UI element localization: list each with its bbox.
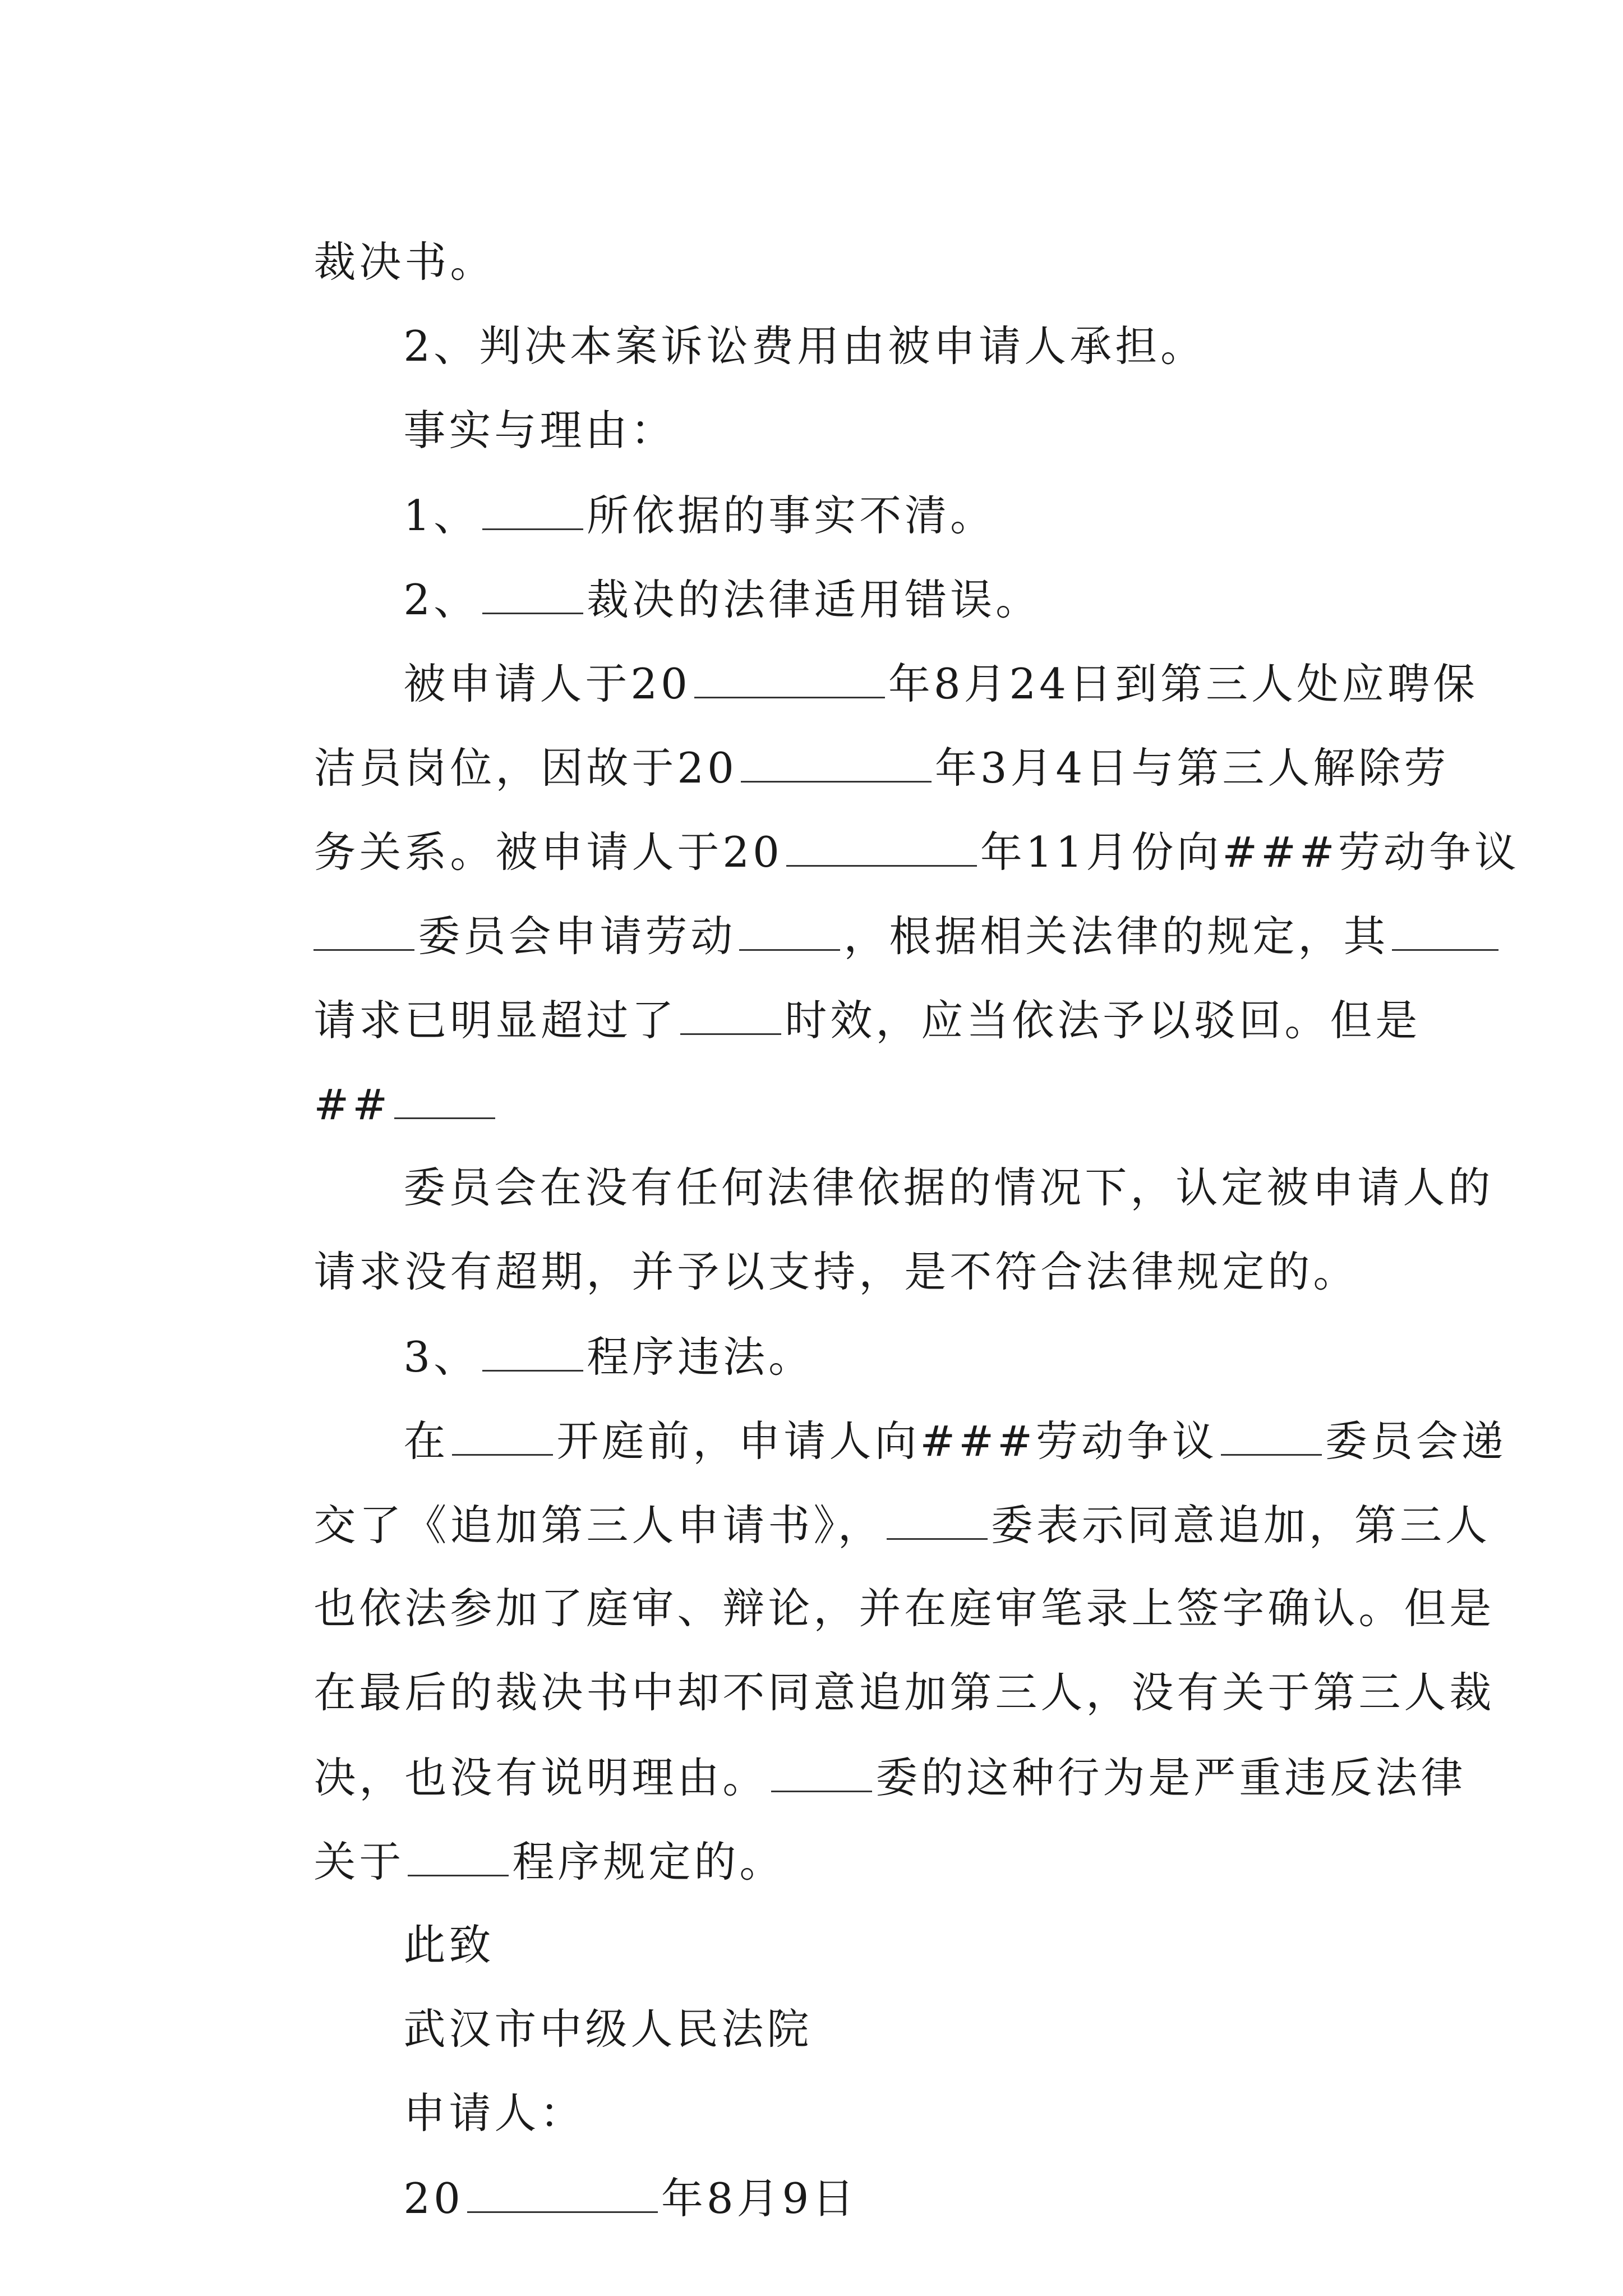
text: 委员会在没有任何法律依据的情况下，认定被申请人的	[403, 1163, 1494, 1212]
text: 年8月24日到第三人处应聘保	[888, 659, 1478, 708]
blank-underline	[482, 1335, 583, 1372]
text: 3、	[403, 1332, 479, 1382]
text: 1、	[403, 491, 479, 540]
text: 洁员岗位，因故于20	[313, 743, 737, 793]
text: 请求没有超期，并予以支持，是不符合法律规定的。	[313, 1247, 1359, 1296]
blank-underline	[467, 2177, 658, 2213]
blank-underline	[482, 494, 583, 530]
text: 关于	[313, 1837, 405, 1887]
text-line	[247, 1798, 785, 1925]
blank-underline	[771, 1756, 872, 1792]
blank-underline	[887, 1503, 988, 1540]
text: 年8月9日	[661, 2174, 858, 2223]
blank-underline	[482, 578, 583, 614]
text: 事实与理由：	[403, 406, 676, 455]
text: 年11月份向###劳动争议	[980, 827, 1520, 877]
blank-underline	[408, 1840, 509, 1876]
blank-underline	[1221, 1419, 1322, 1456]
text: 交了《追加第三人申请书》，	[313, 1501, 883, 1550]
blank-underline	[694, 662, 885, 698]
text: 所依据的事实不清。	[587, 491, 996, 540]
text: 委员会申请劳动	[418, 912, 736, 961]
text: 也依法参加了庭审、辩论，并在庭审笔录上签字确认。但是	[313, 1584, 1495, 1633]
text: 2、判决本案诉讼费用由被申请人承担。	[403, 321, 1206, 371]
blank-underline	[394, 1083, 495, 1119]
text: 裁决书。	[313, 237, 496, 287]
text: 在	[403, 1416, 449, 1466]
text: ，根据相关法律的规定，其	[843, 912, 1389, 961]
text: 裁决的法律适用错误。	[587, 575, 1041, 624]
text: 20	[403, 2174, 464, 2223]
blank-underline	[1392, 914, 1498, 951]
text: 委的这种行为是严重违反法律	[875, 1753, 1467, 1802]
text: 在最后的裁决书中却不同意追加第三人，没有关于第三人裁	[313, 1668, 1495, 1717]
text: 委表示同意追加，第三人	[990, 1501, 1491, 1550]
blank-underline	[786, 830, 977, 867]
blank-underline	[452, 1419, 553, 1456]
text: 程序规定的。	[512, 1837, 785, 1887]
blank-underline	[680, 999, 781, 1035]
text: 时效，应当依法予以驳回。但是	[785, 996, 1421, 1045]
text: 务关系。被申请人于20	[313, 827, 783, 877]
date-line	[336, 2134, 857, 2262]
text: 委员会递	[1325, 1416, 1507, 1466]
text: ##	[313, 1080, 391, 1129]
blank-underline	[741, 746, 932, 783]
text: 武汉市中级人民法院	[403, 2004, 813, 2054]
text: 年3月4日与第三人解除劳	[934, 743, 1450, 793]
text: 申请人：	[403, 2088, 585, 2138]
text: 决，也没有说明理由。	[313, 1753, 768, 1802]
text: 程序违法。	[587, 1332, 814, 1382]
blank-underline	[313, 914, 414, 951]
text: 被申请人于20	[403, 659, 691, 708]
text: 开庭前，申请人向###劳动争议	[556, 1416, 1218, 1466]
text: 请求已明显超过了	[313, 996, 677, 1045]
blank-underline	[739, 914, 840, 951]
text: 2、	[403, 575, 479, 624]
text: 此致	[403, 1920, 495, 1970]
